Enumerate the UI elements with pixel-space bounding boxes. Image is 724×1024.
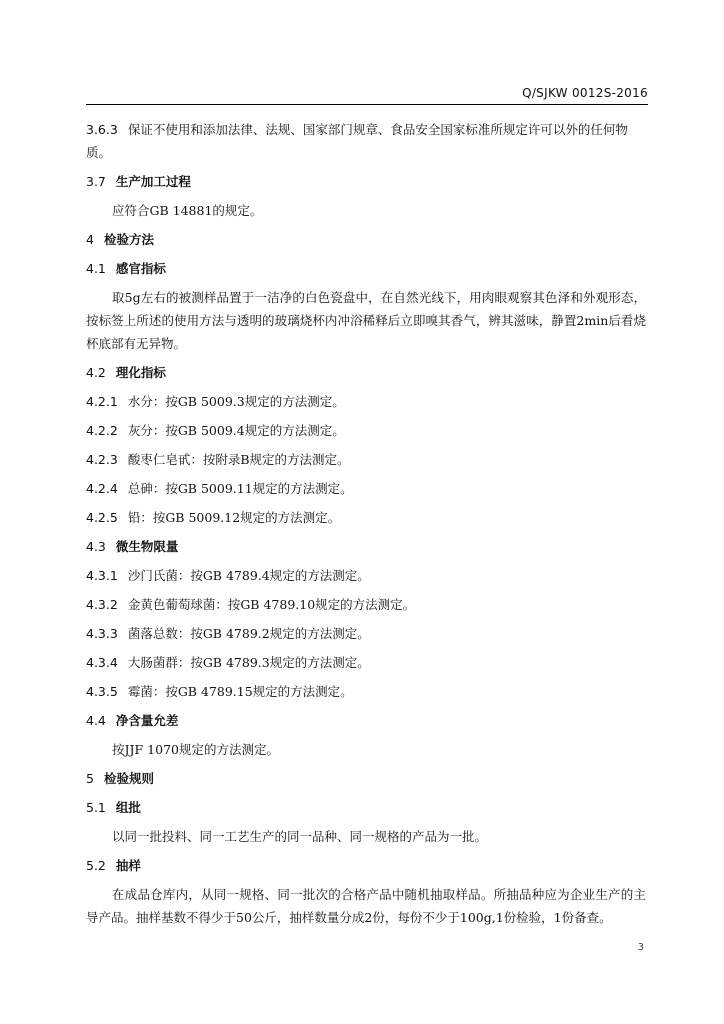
clause-text: 抽样	[115, 858, 141, 873]
clause-text: 生产加工过程	[115, 174, 191, 189]
clause-number: 4.3.5	[86, 684, 118, 699]
clause-item	[86, 118, 646, 164]
clause-item	[86, 622, 646, 645]
clause-text: 总砷：按GB 5009.11规定的方法测定。	[127, 481, 353, 496]
clause-number: 4.3.2	[86, 597, 118, 612]
clause-text: 感官指标	[115, 261, 166, 276]
section-heading	[86, 170, 646, 193]
clause-number: 4.2.5	[86, 510, 118, 525]
clause-number: 4.3.3	[86, 626, 118, 641]
clause-text: 菌落总数：按GB 4789.2规定的方法测定。	[127, 626, 370, 641]
clause-text: 金黄色葡萄球菌：按GB 4789.10规定的方法测定。	[127, 597, 416, 612]
clause-item	[86, 593, 646, 616]
page-number: 3	[637, 942, 644, 953]
clause-number: 4.2.1	[86, 394, 118, 409]
clause-text: 水分：按GB 5009.3规定的方法测定。	[127, 394, 345, 409]
clause-item	[86, 564, 646, 587]
clause-number: 4.2.3	[86, 452, 118, 467]
clause-number: 4.2.4	[86, 481, 118, 496]
clause-item	[86, 390, 646, 413]
section-heading	[86, 361, 646, 384]
clause-item	[86, 448, 646, 471]
clause-text: 霉菌：按GB 4789.15规定的方法测定。	[127, 684, 353, 699]
clause-text: 在成品仓库内，从同一规格、同一批次的合格产品中随机抽取样品。所抽品种应为企业生产的主导产品。抽样基数不得少于50公斤，抽样数量分成2份，每份不少于100g,1份检验，1份备查。	[86, 887, 646, 925]
clause-text: 微生物限量	[115, 539, 179, 554]
clause-text: 灰分：按GB 5009.4规定的方法测定。	[127, 423, 345, 438]
clause-text: 应符合GB 14881的规定。	[112, 203, 263, 218]
section-heading	[86, 228, 646, 251]
clause-text: 检验规则	[103, 771, 154, 786]
clause-text: 净含量允差	[115, 713, 179, 728]
clause-text: 理化指标	[115, 365, 166, 380]
clause-text: 铅：按GB 5009.12规定的方法测定。	[127, 510, 341, 525]
clause-number: 5.2	[86, 858, 106, 873]
clause-number: 3.6.3	[86, 122, 118, 137]
clause-text: 取5g左右的被测样品置于一洁净的白色瓷盘中，在自然光线下，用肉眼观察其色泽和外观形态，按标签上所述的使用方法与透明的玻璃烧杯内冲浴稀释后立即嗅其香气，辨其滋味，静置2min后看烧杯底部有无异物。	[86, 290, 646, 351]
clause-number: 4.2	[86, 365, 106, 380]
body-paragraph	[86, 286, 646, 355]
clause-item	[86, 680, 646, 703]
clause-number: 4.3	[86, 539, 106, 554]
clause-item	[86, 477, 646, 500]
clause-item	[86, 651, 646, 674]
section-heading	[86, 257, 646, 280]
standard-code: Q/SJKW 0012S-2016	[522, 86, 648, 100]
clause-number: 4.3.4	[86, 655, 118, 670]
clause-number: 4.1	[86, 261, 106, 276]
clause-number: 4	[86, 232, 94, 247]
clause-text: 大肠菌群：按GB 4789.3规定的方法测定。	[127, 655, 370, 670]
clause-text: 沙门氏菌：按GB 4789.4规定的方法测定。	[127, 568, 370, 583]
clause-number: 5.1	[86, 800, 106, 815]
body-paragraph	[86, 199, 646, 222]
clause-text: 保证不使用和添加法律、法规、国家部门规章、食品安全国家标准所规定许可以外的任何物质。	[86, 122, 628, 160]
section-heading	[86, 709, 646, 732]
clause-text: 检验方法	[103, 232, 154, 247]
clause-number: 4.3.1	[86, 568, 118, 583]
clause-number: 4.4	[86, 713, 106, 728]
clause-number: 5	[86, 771, 94, 786]
clause-text: 以同一批投料、同一工艺生产的同一品种、同一规格的产品为一批。	[112, 829, 488, 844]
clause-text: 酸枣仁皂甙：按附录B规定的方法测定。	[127, 452, 350, 467]
clause-item	[86, 506, 646, 529]
clause-text: 按JJF 1070规定的方法测定。	[112, 742, 279, 757]
section-heading	[86, 535, 646, 558]
document-body	[86, 112, 646, 929]
header-divider	[86, 104, 648, 105]
clause-number: 3.7	[86, 174, 106, 189]
body-paragraph	[86, 825, 646, 848]
section-heading	[86, 796, 646, 819]
clause-item	[86, 419, 646, 442]
section-heading	[86, 854, 646, 877]
body-paragraph	[86, 883, 646, 929]
body-paragraph	[86, 738, 646, 761]
section-heading	[86, 767, 646, 790]
clause-text: 组批	[115, 800, 141, 815]
clause-number: 4.2.2	[86, 423, 118, 438]
